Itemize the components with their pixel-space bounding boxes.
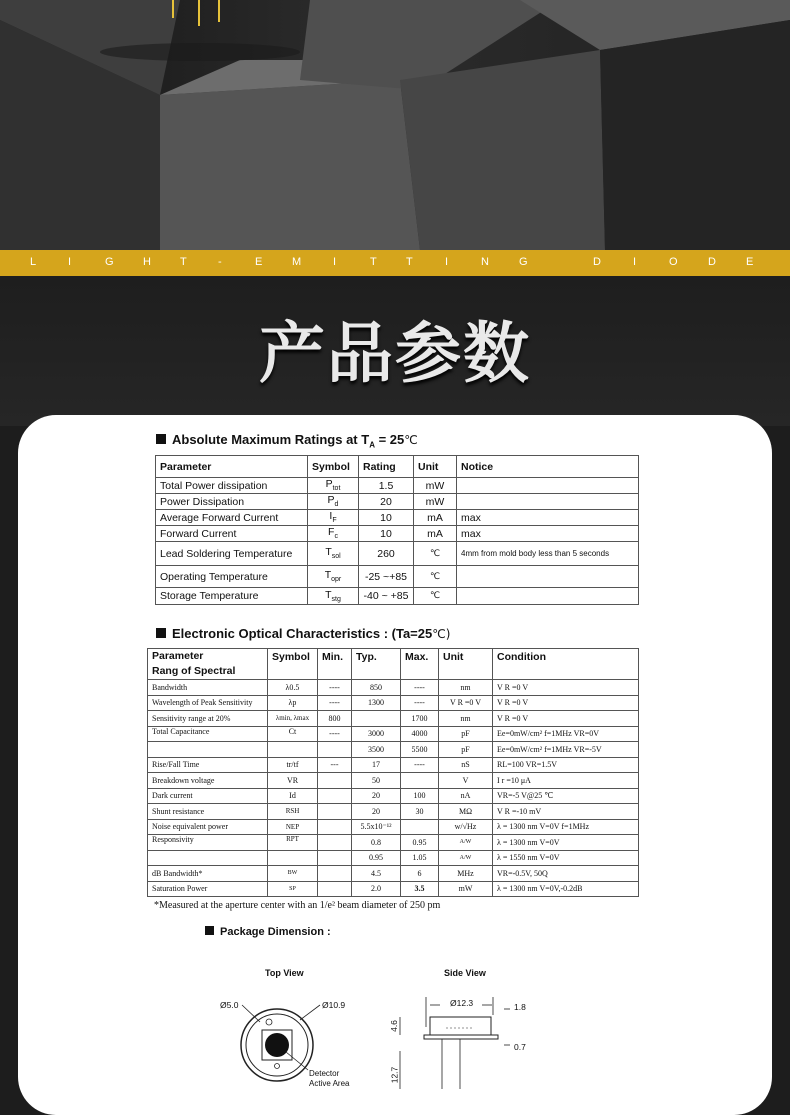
band-letter: -	[218, 256, 222, 268]
absolute-ratings-table	[155, 455, 639, 605]
dim-1-8-label: 1.8	[514, 1002, 526, 1012]
side-view-label: Side View	[444, 968, 486, 978]
band-letter: I	[633, 256, 637, 268]
table-row: Saturation Power SP 2.0 3.5 mW λ = 1300 nm V=0V,-0.2dB	[148, 881, 639, 897]
dim-12-7-label: 12.7	[389, 1066, 400, 1084]
diameter-large-label: Ø10.9	[322, 1000, 346, 1010]
table-row: Shunt resistance RSH 20 30 MΩ V R =-10 mV	[148, 804, 639, 820]
table-row: dB Bandwidth* BW 4.5 6 MHz VR=-0.5V, 50Q	[148, 866, 639, 882]
table-row: Breakdown voltage VR 50 V I r =10 μA	[148, 773, 639, 789]
square-bullet-icon	[156, 434, 166, 444]
header-symbol: Symbol	[308, 456, 359, 478]
table-row: Dark current Id 20 100 nA VR=-5 V@25 ℃	[148, 788, 639, 804]
table-row: Wavelength of Peak Sensitivity λp ---- 1300 ---- V R =0 V V R =0 V	[148, 695, 639, 711]
table-row: 0.95 1.05 A/W λ = 1550 nm V=0V	[148, 850, 639, 866]
table-row: Average Forward Current $I_F$ 10 mA max	[156, 510, 639, 526]
band-letter: D	[708, 256, 716, 268]
table-row: Operating Temperature $T_{opr}$ -25 ~+85 ℃	[156, 566, 639, 588]
band-letter: T	[370, 256, 377, 268]
detector-label: Detector Active Area	[309, 1069, 350, 1088]
band-letter: T	[406, 256, 413, 268]
header-rating: Rating	[359, 456, 414, 478]
optical-characteristics-title: Electronic Optical Characteristics : (Ta=25℃)	[156, 626, 450, 641]
band-letter: I	[333, 256, 337, 268]
table-row: Lead Soldering Temperature $T_{sol}$ 260 ℃ 4mm from mold body less than 5 seconds	[156, 542, 639, 566]
band-letter: H	[143, 256, 151, 268]
header-parameter: Parameter	[156, 456, 308, 478]
page-title: 产品参数	[259, 315, 531, 392]
measurement-footnote: *Measured at the aperture center with an 1/e² beam diameter of 250 pm	[154, 900, 441, 911]
band-letter: N	[481, 256, 489, 268]
table-header-row	[156, 456, 639, 478]
dim-4-6-label: 4.6	[388, 1020, 399, 1032]
table-row: Total Power dissipation $P_{tot}$ 1.5 mW	[156, 478, 639, 494]
band-letter: T	[180, 256, 187, 268]
side-diameter-label: Ø12.3	[450, 998, 474, 1008]
table-row: 3500 5500 pF Ee=0mW/cm² f=1MHz VR=-5V	[148, 742, 639, 758]
table-row: Responsivity RPT 0.8 0.95 A/W λ = 1300 nm V=0V	[148, 835, 639, 851]
band-letter: I	[68, 256, 72, 268]
optical-characteristics-table	[147, 648, 639, 897]
square-bullet-icon	[156, 628, 166, 638]
table-row: Sensitivity range at 20% λmin, λmax 800 1700 nm V R =0 V	[148, 711, 639, 727]
table-row: Power Dissipation $P_d$ 20 mW	[156, 494, 639, 510]
diameter-small-label: Ø5.0	[220, 1000, 239, 1010]
dim-0-7-label: 0.7	[514, 1042, 526, 1052]
band-letter: D	[593, 256, 601, 268]
table-row: Rise/Fall Time tr/tf --- 17 ---- nS RL=100 VR=1.5V	[148, 757, 639, 773]
table-row: Forward Current $F_c$ 10 mA max	[156, 526, 639, 542]
band-letter: M	[292, 256, 302, 268]
band-letter: E	[746, 256, 754, 268]
band-letter: G	[519, 256, 528, 268]
band-letter: I	[445, 256, 449, 268]
table-row: Storage Temperature $T_{stg}$ -40 ~ +85 ℃	[156, 588, 639, 605]
header-notice: Notice	[457, 456, 639, 478]
square-bullet-icon	[205, 926, 214, 935]
band-letter: O	[669, 256, 678, 268]
band-letter: L	[30, 256, 37, 268]
table-row: Noise equivalent power NEP 5.5x10⁻¹² w/√Hz λ = 1300 nm V=0V f=1MHz	[148, 819, 639, 835]
light-emitting-diode-band	[0, 250, 790, 276]
table-row: Bandwidth λ0.5 ---- 850 ---- nm V R =0 V	[148, 680, 639, 696]
hero-illustration	[0, 0, 790, 250]
table-header-row: Parameter Rang of Spectral Symbol Min. Typ. Max. Unit Condition	[148, 649, 639, 680]
top-view-label: Top View	[265, 968, 304, 978]
band-letter: E	[255, 256, 263, 268]
band-letter: G	[105, 256, 114, 268]
table-row: Total Capacitance Ct ---- 3000 4000 pF Ee=0mW/cm² f=1MHz VR=0V	[148, 726, 639, 742]
absolute-ratings-title: Absolute Maximum Ratings at $T_A$ = 25℃	[156, 432, 418, 450]
hero-banner	[0, 0, 790, 250]
package-dimension-title: Package Dimension :	[205, 926, 331, 938]
header-unit: Unit	[414, 456, 457, 478]
